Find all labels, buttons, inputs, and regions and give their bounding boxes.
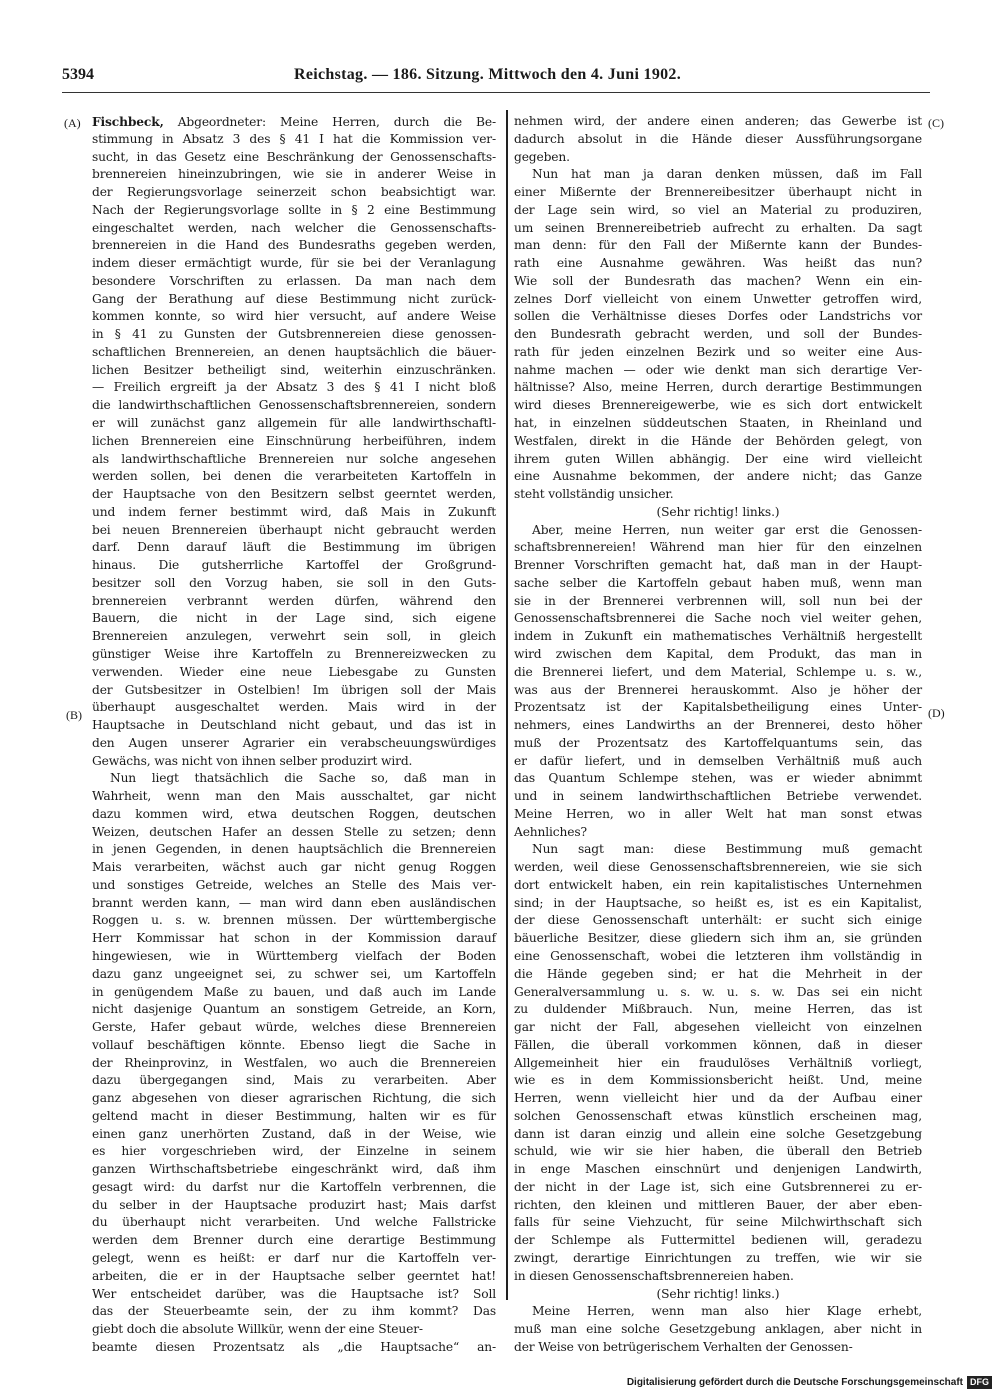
margin-letter-a: (A) [64, 116, 81, 130]
text-line: wie es in dem Kommissionsbericht heißt. Und, meine [514, 1073, 922, 1088]
text-line: (Sehr richtig! links.) [656, 504, 780, 519]
text-line: brennereien verbrannt werden dürfen, während den [92, 593, 496, 608]
text-line: dazu übergegangen sind, Mais zu verarbeiten. Aber [92, 1073, 496, 1088]
text-line: Meine Herren, wo in aller Welt hat man sonst etwas [514, 806, 922, 821]
speaker-line [92, 113, 496, 131]
text-line: Brenner Vorschriften gemacht hat, daß man in der Haupt- [514, 558, 922, 573]
text-line: Aber, meine Herren, nun weiter gar erst die Genossen- [532, 522, 922, 537]
margin-letter-d: (D) [928, 706, 945, 720]
text-line: muß man eine solche Gesetzgebung anklagen, aber nicht in [514, 1322, 922, 1337]
text-line: und indem ferner bestimmt wird, daß Mais in Zukunft [92, 504, 496, 519]
text-line: Roggen u. s. w. brennen müssen. Der württembergische [92, 913, 496, 928]
text-line: beamte diesen Prozentsatz als „die Hauptsache“ an- [92, 1339, 496, 1354]
text-line: — Freilich ergreift ja der Absatz 3 des § 41 I nicht bloß [92, 380, 496, 395]
dfg-logo: DFG [967, 1376, 992, 1389]
page-number: 5394 [62, 66, 94, 83]
running-title: Reichstag. — 186. Sitzung. Mittwoch den 4. Juni 1902. [294, 66, 682, 83]
text-line: eine Ausnahme bekommen, der andere nicht; das Ganze [514, 469, 922, 484]
text-line: in enge Maschen einschnürt und denjenigen Landwirth, [514, 1162, 922, 1177]
text-line: die Hände gegeben sind; er hat die Mehrheit in der [514, 966, 922, 981]
text-line: sind; in der Hauptsache, so heißt es, ist es ein Kapitalist, [514, 895, 922, 910]
text-line: die landwirthschaftlichen Genossenschaftsbrennereien, sondern [92, 398, 496, 413]
text-line: richten, den kleinen und mittleren Bauer, der aber eben- [514, 1197, 922, 1212]
text-line: das Quantum Schlempe stehen, was er wieder abnimmt [514, 771, 922, 786]
text-line: lichen Besitzer betheiligt sind, weiterhin einzuschränken. [92, 362, 496, 377]
text-line: schuld, wie wir sie hier haben, die überall den Betrieb [514, 1144, 922, 1159]
text-line: überhaupt ausgeschaltet werden. Mais wird in der [92, 700, 496, 715]
text-line: rath eine Ausnahme gewähren. Was heißt das nun? [514, 256, 922, 271]
text-line: das der Steuerbeamte sein, der zu ihm kommt? Das [92, 1304, 496, 1319]
text-line: stimmung in Absatz 3 des § 41 I hat die Kommission ver- [92, 131, 496, 146]
text-line: der Weise von betrügerischem Verhalten der Genossen- [514, 1339, 853, 1354]
footer-credit [627, 1375, 992, 1389]
text-line: dort entwickelt haben, ein rein kapitalistisches Unternehmen [514, 877, 922, 892]
text-line: Generalversammlung u. s. w. u. s. w. Das sei ein nicht [514, 984, 922, 999]
text-line: Brennereien anzulegen, verwehrt sein soll, in gleich [92, 629, 496, 644]
text-line: wird dieses Brennereigewerbe, wie es sich dort entwickelt [514, 398, 922, 413]
text-line: hingewiesen, wie in Württemberg vielfach der Boden [92, 948, 496, 963]
text-line: der Regierungsvorlage seinerzeit schon beabsichtigt war. [92, 185, 496, 200]
right-column [514, 113, 922, 1354]
text-line: der Lage sein wird, so viel an Material zu produziren, [514, 202, 922, 217]
text-line: in § 41 zu Gunsten der Gutsbrennereien diese genossen- [92, 327, 496, 342]
credit-text: Digitalisierung gefördert durch die Deutsche Forschungsgemeinschaft [626, 1376, 963, 1388]
text-line: wird zwischen dem Kapital, dem Produkt, das man in [514, 646, 922, 661]
text-line: nehmers, eines Landwirths an der Brennerei, desto höher [514, 718, 922, 733]
text-line: zwingt, derartige Einrichtungen zu treffen, wie wir sie [514, 1251, 922, 1265]
text-line: gar nicht der Fall, abgesehen vielleicht von einzelnen [514, 1020, 922, 1035]
text-line: dazu kommen wird, etwa deutschen Roggen, deutschen [92, 806, 496, 821]
text-line: ganzen Wirthschaftsbetriebe eingeschränkt wird, daß ihm [92, 1162, 496, 1177]
text-line: Genossenschaftsbrennerei die Sache noch viel weiter gehen, [514, 611, 922, 626]
text-line: Gang der Berathung auf diese Bestimmung nicht zurück- [92, 291, 496, 306]
text-line: Herr Kommissar hat schon in der Kommission darauf [92, 931, 496, 946]
text-line: werden sollen, bei denen die verarbeiteten Kartoffeln in [92, 469, 496, 484]
text-line: indem in Zukunft ein mathematisches Verhältniß hergestellt [514, 629, 922, 644]
text-line: eine Genossenschaft, wobei die letzteren ihm vollständig in [514, 948, 922, 963]
page-header [62, 62, 930, 92]
margin-letter-c: (C) [928, 116, 944, 130]
text-line: in genügendem Maße zu bauen, und daß auch im Lande [92, 984, 496, 999]
text-line: Nun sagt man: diese Bestimmung muß gemacht [532, 842, 922, 857]
text-line: um seinen Brennereibetrieb aufrecht zu erhalten. Da sagt [514, 220, 922, 235]
text-line: du selber in der Hauptsache produzirt hast; Mais darfst [92, 1197, 496, 1212]
text-line: giebt doch die absolute Willkür, wenn der eine Steuer- [92, 1322, 423, 1337]
text-line: brennereien hineinzubringen, wie sie in anderer Weise in [92, 167, 496, 182]
margin-letter-b: (B) [66, 708, 82, 722]
text-line: in jenen Gegenden, in denen hauptsächlich die Brennereien [92, 842, 496, 857]
speaker-name: Fischbeck, [92, 114, 164, 129]
text-line: hinaus. Die gutsherrliche Kartoffel der Großgrund- [92, 558, 496, 573]
text-line: arbeiten, die er in der Hauptsache selber geerntet hat! [92, 1268, 496, 1283]
text-line: Herren, wenn vielleicht hier und da der Aufbau einer [514, 1091, 922, 1106]
text-line: sache selber die Kartoffeln gebaut haben muß, wenn man [514, 575, 922, 590]
text-line: solchen Genossenschaft etwas künstlich erscheinen mag, [514, 1108, 922, 1123]
text-line: Weizen, deutschen Hafer an dessen Stelle zu setzen; denn [92, 824, 496, 839]
text-line: Mais verarbeiten, wächst auch gar nicht genug Roggen [92, 860, 496, 875]
text-line: Nun liegt thatsächlich die Sache so, daß man in [110, 771, 496, 786]
text-line: du überhaupt nicht verarbeiten. Und welche Fallstricke [92, 1215, 496, 1230]
text-line: es hier vorgeschrieben wird, der Einzelne in seinem [92, 1144, 496, 1159]
text-line: hat, in einzelnen süddeutschen Staaten, in Rheinland und [514, 416, 922, 431]
text-line: dazu ganz ungeeignet sei, zu schwer sei, um Kartoffeln [92, 966, 496, 981]
text-line: der nicht in der Lage ist, sich eine Gutsbrennerei zu er- [514, 1179, 922, 1194]
header-rule [62, 92, 930, 93]
text-line: rath für jeden einzelnen Bezirk und so weiter eine Aus- [514, 344, 922, 359]
text-line: der Hauptsache von den Besitzern selbst geerntet werden, [92, 487, 496, 502]
text-line: und sonstiges Getreide, welches an Stelle des Mais ver- [92, 877, 496, 892]
text-line: brennereien in die Hand des Bundesraths gegeben werden, [92, 238, 496, 253]
text-line: einen ganz unerhörten Zustand, daß in der Weise, wie [92, 1126, 496, 1141]
text-line: der Schlempe als Futtermittel bedienen will, geradezu [514, 1233, 922, 1248]
text-line: indem dieser ermächtigt wurde, für sie bei der Veranlagung [92, 256, 496, 271]
text-line: und in seinem landwirthschaftlichen Betriebe verwendet. [514, 789, 922, 804]
text-line: Gewächs, was nicht von ihnen selber produzirt wird. [92, 753, 413, 768]
text-line: die Brennerei liefert, und dem Material, Schlempe u. s. w., [514, 664, 922, 679]
text-line: Allgemeinheit hier ein fraudulöses Verhältniß vorliegt, [514, 1055, 922, 1070]
text-line: steht vollständig unsicher. [514, 487, 674, 502]
text-line: geltend macht in dieser Bestimmung, halten wir es für [92, 1108, 496, 1123]
text-line: man denn: für den Fall der Mißernte kann der Bundes- [514, 238, 922, 253]
text-line: ganz abgesehen von dieser agrarischen Richtung, die sich [92, 1091, 496, 1106]
text-line: eingeschaltet werden, nach welcher die Genossenschafts- [92, 220, 496, 235]
text-line: gelegt, wenn es heißt: er darf nur die Kartoffeln ver- [92, 1251, 496, 1265]
text-line: Bauern, die nicht in der Lage sind, sich eigene [92, 611, 496, 626]
text-line: Wie soll der Bundesrath das machen? Wenn ein ein- [514, 273, 922, 288]
text-line: er will zunächst ganz allgemein für alle landwirthschaftl- [92, 416, 496, 431]
text-line: ihrem guten Willen abhängig. Der eine wird vielleicht [514, 451, 922, 466]
text-line: bei neuen Brennereien überhaupt nicht gebraucht werden [92, 522, 496, 537]
text-line: werden, weil diese Genossenschaftsbrennereien, wie sie sich [514, 860, 922, 875]
text-line: Fällen, die überall vorkommen können, daß in dieser [514, 1037, 922, 1052]
text-line: Meine Herren, wenn man also hier Klage erhebt, [532, 1304, 922, 1319]
text-line: was aus der Brennerei herauskommt. Also je höher der [514, 682, 922, 697]
text-line: den Augen unserer Agrarier ein verabscheuungswürdiges [92, 735, 496, 750]
text-line: den Bundesrath gebracht werden, und soll der Bundes- [514, 327, 922, 342]
text-line: als landwirthschaftliche Brennereien nur solche angesehen [92, 451, 496, 466]
text-line: hältnisse? Also, meine Herren, durch derartige Bestimmungen [514, 380, 922, 395]
text-line: zu duldender Mißbrauch. Nun, meine Herren, das ist [514, 1002, 922, 1017]
text-line: zelnes Dorf vielleicht von einem Unwetter getroffen wird, [514, 291, 922, 306]
text-line: Hauptsache in Deutschland nicht gebaut, und das ist in [92, 718, 496, 733]
text-line: schaftlichen Brennereien, an denen hauptsächlich die bäuer- [92, 344, 496, 359]
text-line: dann ist daran einzig und allein eine solche Gesetzgebung [514, 1126, 922, 1141]
text-line: werden dem Brenner durch eine derartige Bestimmung [92, 1233, 496, 1248]
text-line: muß der Prozentsatz des Kartoffelquantums sein, das [514, 735, 922, 750]
column-divider [506, 110, 508, 1300]
text-line: nahme machen — oder wie denkt man sich derartige Ver- [514, 362, 922, 377]
text-line: er dafür liefert, und in demselben Verhältniß muß auch [514, 753, 922, 768]
text-line: vollauf beschäftigen könnte. Ebenso liegt die Sache in [92, 1037, 496, 1052]
text-line: gesagt wird: du darfst nur die Kartoffeln verbrennen, die [92, 1179, 496, 1194]
text-line: darf. Denn darauf läuft die Bestimmung im übrigen [92, 540, 496, 555]
text-line: gegeben. [514, 149, 570, 164]
text-line: Aehnliches? [514, 824, 587, 839]
text-line: nicht dasjenige Quantum an sonstigem Getreide, an Korn, [92, 1002, 496, 1017]
text-line: sie in der Brennerei verbrennen will, soll nun bei der [514, 593, 922, 608]
text-line: besitzer soll den Vorzug haben, sie soll in den Guts- [92, 575, 496, 590]
text-line: dadurch absolut in die Hände dieser Aussführungsorgane [514, 131, 922, 146]
text-line: Gerste, Hafer gebaut würde, welches diese Brennereien [92, 1020, 496, 1035]
text-line: in diesen Genossenschaftsbrennereien haben. [514, 1268, 794, 1283]
text-line: Wer entscheidet darüber, was die Hauptsache ist? Soll [92, 1286, 496, 1301]
text-line: kommen konnte, so wird hier versucht, auf andere Weise [92, 309, 496, 324]
text-line: der Rheinprovinz, in Westfalen, wo auch die Brennereien [92, 1055, 496, 1070]
text-line: Wahrheit, wenn man den Mais ausschaltet, gar nicht [92, 789, 496, 804]
text-line: verwenden. Wieder eine neue Liebesgabe zu Gunsten [92, 664, 496, 679]
text-line: schaftsbrennereien! Während man hier für den einzelnen [514, 540, 922, 555]
text-line: Prozentsatz ist der Kapitalsbetheiligung eines Unter- [514, 700, 922, 715]
text-line: falls für seine Viehzucht, für seine Milchwirthschaft sich [514, 1215, 922, 1230]
text-line: besondere Vorschriften zu erlassen. Da man nach dem [92, 273, 496, 288]
text-line: nehmen wird, der andere einen anderen; das Gewerbe ist [514, 114, 922, 128]
text-line: günstiger Weise ihre Kartoffeln zu Brennereizwecken zu [92, 646, 496, 661]
text-line: der Gutsbesitzer in Ostelbien! Im übrigen soll der Mais [92, 682, 496, 697]
text-line: sucht, in das Gesetz eine Beschränkung der Genossenschafts- [92, 149, 496, 164]
text-line: sollen die Verhältnisse dieses Dorfes oder Landstrichs vor [514, 309, 922, 324]
text-line: Nun hat man ja daran denken müssen, daß im Fall [532, 167, 922, 182]
text-line: brannt werden kann, — man wird dann eben ausländischen [92, 895, 496, 910]
text-line: Abgeordneter: Meine Herren, durch die Be- [163, 115, 496, 129]
left-column [92, 113, 496, 1354]
text-line: Westfalen, direkt in die Hände der Behörden gelegt, von [514, 433, 922, 448]
text-line: lichen Brennereien eine Einschnürung herbeiführen, indem [92, 433, 496, 448]
text-line: (Sehr richtig! links.) [656, 1286, 780, 1301]
text-line: einer Mißernte der Brennereibesitzer überhaupt nicht in [514, 185, 922, 200]
text-line: Nach der Regierungsvorlage sollte in § 2 eine Bestimmung [92, 202, 496, 217]
text-line: der diese Genossenschaft unterhält: er sucht sich einige [514, 913, 922, 928]
text-line: bäuerliche Besitzer, diese gliedern sich ihm an, sie gründen [514, 931, 922, 946]
